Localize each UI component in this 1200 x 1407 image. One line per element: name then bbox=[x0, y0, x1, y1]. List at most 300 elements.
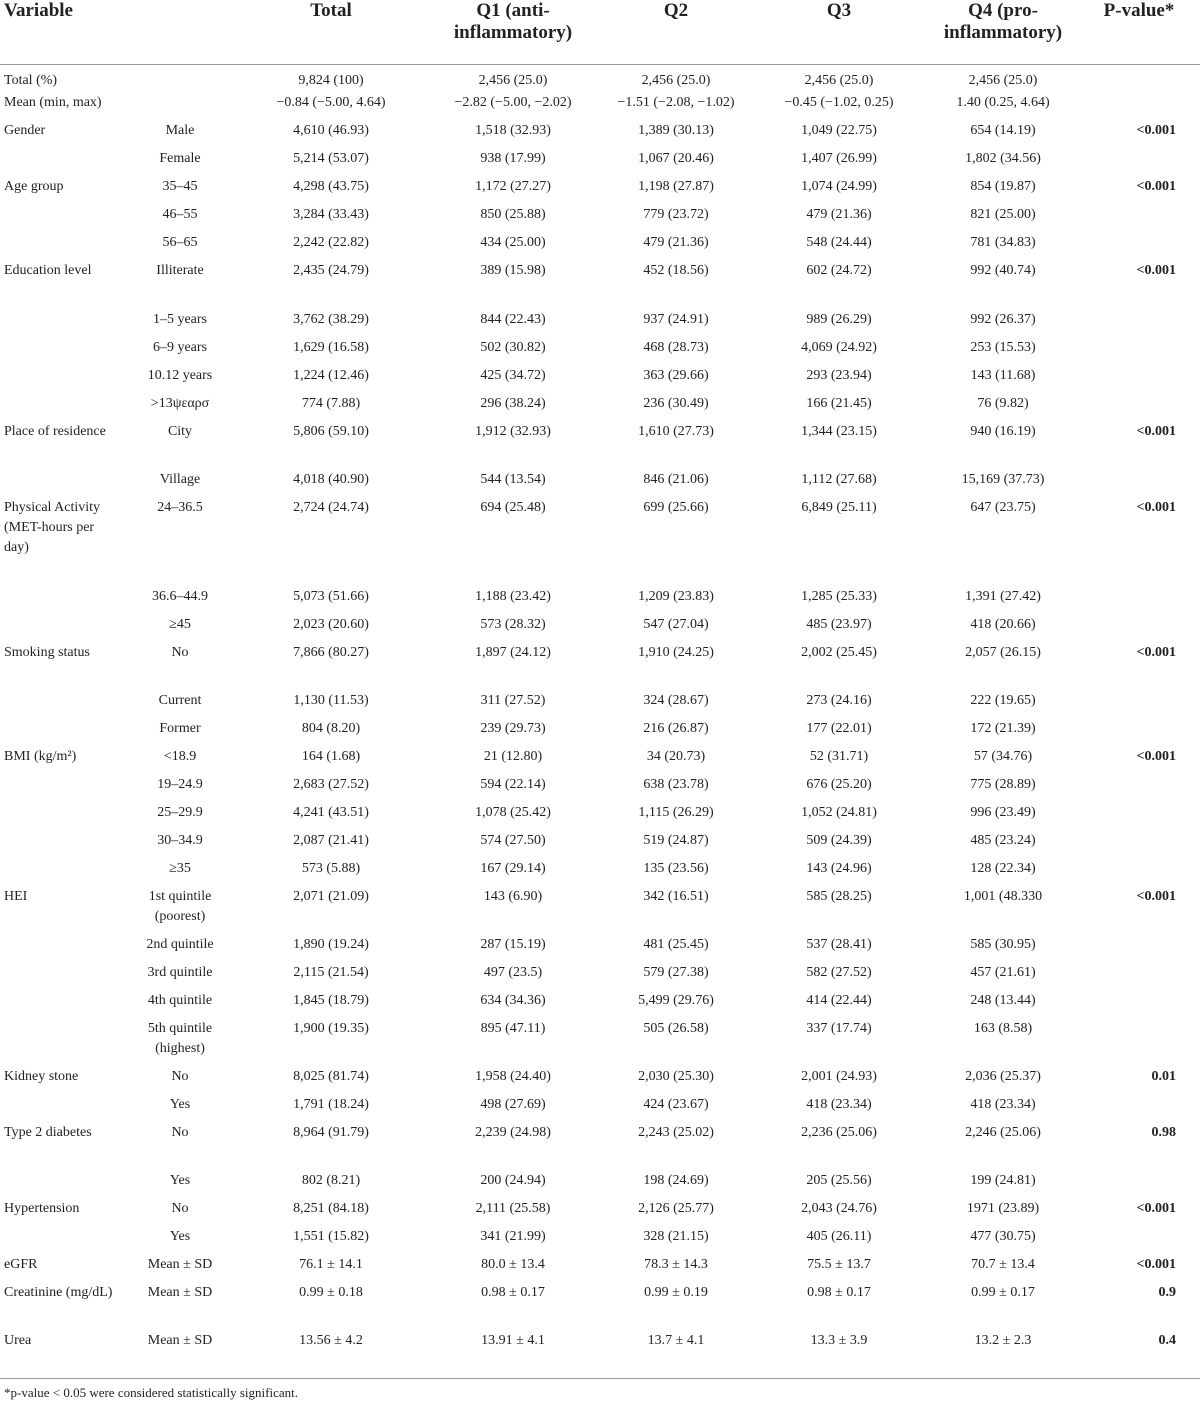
cell-q3: 52 (31.71) bbox=[809, 748, 869, 764]
cell-p-value: 0.01 bbox=[1151, 1068, 1176, 1084]
cell-q3: 2,043 (24.76) bbox=[801, 1200, 877, 1216]
cell-q4: 2,456 (25.0) bbox=[968, 73, 1038, 88]
table-row bbox=[0, 747, 1200, 775]
cell-q3: 585 (28.25) bbox=[806, 888, 872, 904]
cell-variable bbox=[0, 615, 122, 643]
cell-q1: 341 (21.99) bbox=[480, 1228, 546, 1244]
cell-variable bbox=[0, 1227, 122, 1255]
cell-q3: 1,112 (27.68) bbox=[801, 471, 877, 487]
col-header-variable: Variable bbox=[4, 0, 73, 21]
cell-variable: Mean (min, max) bbox=[4, 94, 102, 110]
cell-total: 5,073 (51.66) bbox=[293, 588, 369, 604]
cell-variable: Hypertension bbox=[4, 1200, 80, 1216]
table-row bbox=[0, 422, 1200, 470]
cell-q2: 1,910 (24.25) bbox=[638, 644, 714, 660]
cell-q2: 13.7 ± 4.1 bbox=[647, 1332, 705, 1348]
cell-subgroup: >13ψεαρσ bbox=[150, 395, 210, 411]
cell-q4: 13.2 ± 2.3 bbox=[974, 1332, 1032, 1348]
cell-total: 1,629 (16.58) bbox=[293, 339, 369, 355]
cell-q2: 479 (21.36) bbox=[643, 234, 709, 250]
cell-q4: 253 (15.53) bbox=[970, 339, 1036, 355]
cell-q4: 57 (34.76) bbox=[973, 748, 1033, 764]
cell-q3: 273 (24.16) bbox=[806, 692, 872, 708]
cell-q3: 293 (23.94) bbox=[806, 367, 872, 383]
cell-subgroup: Illiterate bbox=[156, 262, 204, 278]
cell-p-value bbox=[1078, 719, 1200, 747]
cell-variable bbox=[0, 587, 122, 615]
cell-q1: 2,239 (24.98) bbox=[475, 1124, 551, 1140]
table-row bbox=[0, 261, 1200, 310]
cell-q3: 479 (21.36) bbox=[806, 206, 872, 222]
cell-variable: Physical Activity (MET-hours per day) bbox=[4, 499, 101, 555]
cell-q4: 992 (26.37) bbox=[970, 311, 1036, 327]
cell-q3: 177 (22.01) bbox=[806, 720, 872, 736]
cell-total: 774 (7.88) bbox=[301, 395, 361, 411]
cell-q1: 502 (30.82) bbox=[480, 339, 546, 355]
cell-p-value bbox=[1078, 233, 1200, 261]
cell-p-value bbox=[1078, 963, 1200, 991]
table-row bbox=[0, 1067, 1200, 1095]
cell-p-value bbox=[1078, 1019, 1200, 1067]
cell-q4: 143 (11.68) bbox=[970, 367, 1036, 383]
cell-q3: 205 (25.56) bbox=[806, 1172, 872, 1188]
cell-total: 1,890 (19.24) bbox=[293, 936, 369, 952]
cell-q2: −1.51 (−2.08, −1.02) bbox=[617, 94, 735, 110]
table-row bbox=[0, 1227, 1200, 1255]
cell-q1: 296 (38.24) bbox=[480, 395, 546, 411]
cell-p-value: <0.001 bbox=[1136, 748, 1176, 764]
cell-q1: 634 (34.36) bbox=[480, 992, 546, 1008]
table-row bbox=[0, 991, 1200, 1019]
cell-subgroup: 19–24.9 bbox=[157, 776, 203, 792]
cell-q3: 2,236 (25.06) bbox=[801, 1124, 877, 1140]
cell-q2: 2,030 (25.30) bbox=[638, 1068, 714, 1084]
cell-subgroup: 36.6–44.9 bbox=[152, 588, 208, 604]
cell-q2: 216 (26.87) bbox=[643, 720, 709, 736]
cell-variable bbox=[0, 963, 122, 991]
table-row bbox=[0, 643, 1200, 691]
cell-q3: 337 (17.74) bbox=[806, 1020, 872, 1036]
cell-q1: 850 (25.88) bbox=[480, 206, 546, 222]
col-header-total: Total bbox=[310, 0, 352, 21]
cell-q4: 76 (9.82) bbox=[977, 395, 1029, 411]
cell-subgroup: ≥45 bbox=[169, 616, 191, 632]
cell-variable: Age group bbox=[4, 178, 64, 194]
table-body bbox=[0, 65, 1200, 1359]
cell-q1: 1,897 (24.12) bbox=[475, 644, 551, 660]
col-header-q3: Q3 bbox=[826, 0, 852, 21]
cell-q1: 694 (25.48) bbox=[480, 499, 546, 515]
cell-p-value: <0.001 bbox=[1136, 644, 1176, 660]
table-row bbox=[0, 1255, 1200, 1283]
cell-q3: 405 (26.11) bbox=[806, 1228, 872, 1244]
cell-total: 0.99 ± 0.18 bbox=[299, 1284, 363, 1300]
cell-subgroup: 30–34.9 bbox=[157, 832, 203, 848]
cell-q2: 1,115 (26.29) bbox=[638, 804, 714, 820]
cell-variable bbox=[0, 691, 122, 719]
table-row bbox=[0, 775, 1200, 803]
cell-variable: HEI bbox=[4, 888, 28, 904]
cell-subgroup: 25–29.9 bbox=[157, 804, 203, 820]
table-row bbox=[0, 691, 1200, 719]
cell-q2: 2,243 (25.02) bbox=[638, 1124, 714, 1140]
cell-p-value bbox=[1078, 65, 1200, 93]
cell-subgroup: <18.9 bbox=[163, 748, 197, 764]
cell-q2: 236 (30.49) bbox=[643, 395, 709, 411]
cell-total: 7,866 (80.27) bbox=[293, 644, 369, 660]
table-row bbox=[0, 803, 1200, 831]
cell-q1: 1,188 (23.42) bbox=[475, 588, 551, 604]
table-row bbox=[0, 338, 1200, 366]
cell-q2: 547 (27.04) bbox=[643, 616, 709, 632]
table-row bbox=[0, 615, 1200, 643]
cell-q2: 699 (25.66) bbox=[643, 499, 709, 515]
cell-total: 8,025 (81.74) bbox=[293, 1068, 369, 1084]
cell-subgroup: 1st quintile (poorest) bbox=[148, 888, 212, 924]
cell-q2: 5,499 (29.76) bbox=[638, 992, 714, 1008]
cell-q4: 654 (14.19) bbox=[970, 122, 1036, 138]
cell-q4: 477 (30.75) bbox=[970, 1228, 1036, 1244]
table-row bbox=[0, 470, 1200, 498]
table-row bbox=[0, 719, 1200, 747]
cell-q4: 2,246 (25.06) bbox=[965, 1124, 1041, 1140]
cell-q1: 1,172 (27.27) bbox=[475, 178, 551, 194]
cell-q2: 2,126 (25.77) bbox=[638, 1200, 714, 1216]
cell-q3: 509 (24.39) bbox=[806, 832, 872, 848]
cell-q4: 418 (20.66) bbox=[970, 616, 1036, 632]
cell-variable: Place of residence bbox=[4, 423, 106, 439]
cell-variable bbox=[0, 149, 122, 177]
cell-q2: 638 (23.78) bbox=[643, 776, 709, 792]
cell-q3: 414 (22.44) bbox=[806, 992, 872, 1008]
cell-q2: 519 (24.87) bbox=[643, 832, 709, 848]
cell-q3: 2,002 (25.45) bbox=[801, 644, 877, 660]
cell-q1: 143 (6.90) bbox=[483, 888, 543, 904]
cell-total: −0.84 (−5.00, 4.64) bbox=[276, 94, 386, 110]
cell-variable: Total (%) bbox=[4, 73, 58, 88]
cell-q3: 1,074 (24.99) bbox=[801, 178, 877, 194]
cell-p-value bbox=[1078, 366, 1200, 394]
table-row bbox=[0, 887, 1200, 935]
cell-q4: 70.7 ± 13.4 bbox=[971, 1256, 1035, 1272]
cell-q3: 602 (24.72) bbox=[806, 262, 872, 278]
table-row bbox=[0, 366, 1200, 394]
cell-q2: 1,610 (27.73) bbox=[638, 423, 714, 439]
cell-subgroup: Mean ± SD bbox=[147, 1332, 213, 1348]
cell-total: 2,724 (24.74) bbox=[293, 499, 369, 515]
cell-variable bbox=[0, 859, 122, 887]
bottom-rule bbox=[0, 1378, 1200, 1379]
cell-q3: 6,849 (25.11) bbox=[801, 499, 877, 515]
cell-total: 5,214 (53.07) bbox=[293, 150, 369, 166]
cell-q1: 594 (22.14) bbox=[480, 776, 546, 792]
cell-q3: 1,052 (24.81) bbox=[801, 804, 877, 820]
cell-q3: 75.5 ± 13.7 bbox=[807, 1256, 871, 1272]
cell-subgroup: No bbox=[171, 1200, 189, 1216]
col-header-subgroup bbox=[122, 0, 238, 65]
cell-q2: 78.3 ± 14.3 bbox=[644, 1256, 708, 1272]
cell-q1: 239 (29.73) bbox=[480, 720, 546, 736]
table-row bbox=[0, 65, 1200, 93]
cell-q4: 1,802 (34.56) bbox=[965, 150, 1041, 166]
cell-q3: 143 (24.96) bbox=[806, 860, 872, 876]
cell-q1: −2.82 (−5.00, −2.02) bbox=[454, 94, 572, 110]
footnote: *p-value < 0.05 were considered statistically significant. bbox=[4, 1385, 298, 1400]
cell-q1: 21 (12.80) bbox=[483, 748, 543, 764]
cell-subgroup: 10.12 years bbox=[147, 367, 213, 383]
cell-total: 4,018 (40.90) bbox=[293, 471, 369, 487]
cell-p-value bbox=[1078, 859, 1200, 887]
table-row bbox=[0, 394, 1200, 422]
cell-q2: 342 (16.51) bbox=[643, 888, 709, 904]
cell-q1: 1,518 (32.93) bbox=[475, 122, 551, 138]
table-row bbox=[0, 1199, 1200, 1227]
cell-p-value: 0.98 bbox=[1151, 1124, 1176, 1140]
cell-total: 804 (8.20) bbox=[301, 720, 361, 736]
cell-q2: 846 (21.06) bbox=[643, 471, 709, 487]
cell-p-value bbox=[1078, 149, 1200, 177]
cell-subgroup: 5th quintile (highest) bbox=[147, 1020, 213, 1056]
cell-q2: 363 (29.66) bbox=[643, 367, 709, 383]
cell-p-value bbox=[1078, 1095, 1200, 1123]
cell-q1: 0.98 ± 0.17 bbox=[481, 1284, 545, 1300]
cell-p-value: <0.001 bbox=[1136, 122, 1176, 138]
cell-q1: 389 (15.98) bbox=[480, 262, 546, 278]
cell-q4: 485 (23.24) bbox=[970, 832, 1036, 848]
cell-q4: 1,001 (48.330 bbox=[963, 888, 1043, 904]
cell-q2: 1,198 (27.87) bbox=[638, 178, 714, 194]
cell-q1: 1,958 (24.40) bbox=[475, 1068, 551, 1084]
cell-q3: −0.45 (−1.02, 0.25) bbox=[784, 94, 894, 110]
cell-q4: 2,057 (26.15) bbox=[965, 644, 1041, 660]
cell-q1: 1,078 (25.42) bbox=[475, 804, 551, 820]
cell-q4: 128 (22.34) bbox=[970, 860, 1036, 876]
table-row bbox=[0, 935, 1200, 963]
col-header-q4: Q4 (pro-inflammatory) bbox=[943, 0, 1063, 43]
cell-variable bbox=[0, 205, 122, 233]
cell-subgroup: Female bbox=[159, 150, 201, 166]
cell-p-value bbox=[1078, 470, 1200, 498]
cell-q3: 418 (23.34) bbox=[806, 1096, 872, 1112]
cell-q1: 311 (27.52) bbox=[480, 692, 546, 708]
cell-variable bbox=[0, 803, 122, 831]
table-row bbox=[0, 93, 1200, 121]
cell-q4: 854 (19.87) bbox=[970, 178, 1036, 194]
cell-subgroup: 4th quintile bbox=[147, 992, 213, 1008]
cell-variable bbox=[0, 470, 122, 498]
cell-variable bbox=[0, 831, 122, 859]
table-row bbox=[0, 177, 1200, 205]
cell-p-value: <0.001 bbox=[1136, 178, 1176, 194]
cell-p-value bbox=[1078, 935, 1200, 963]
cell-q4: 775 (28.89) bbox=[970, 776, 1036, 792]
table-row bbox=[0, 149, 1200, 177]
cell-total: 1,130 (11.53) bbox=[293, 692, 369, 708]
cell-q3: 548 (24.44) bbox=[806, 234, 872, 250]
cell-subgroup: Former bbox=[159, 720, 201, 736]
cell-total: 4,298 (43.75) bbox=[293, 178, 369, 194]
cell-variable bbox=[0, 366, 122, 394]
cell-total: 2,435 (24.79) bbox=[293, 262, 369, 278]
cell-variable bbox=[0, 1019, 122, 1067]
cell-q1: 938 (17.99) bbox=[480, 150, 546, 166]
cell-subgroup: ≥35 bbox=[169, 860, 191, 876]
cell-p-value bbox=[1078, 587, 1200, 615]
cell-q1: 574 (27.50) bbox=[480, 832, 546, 848]
col-header-p-value: P-value* bbox=[1103, 0, 1175, 21]
cell-q4: 457 (21.61) bbox=[970, 964, 1036, 980]
cell-p-value: <0.001 bbox=[1136, 262, 1176, 278]
table-row bbox=[0, 1095, 1200, 1123]
cell-subgroup: 6–9 years bbox=[152, 339, 208, 355]
cell-q1: 498 (27.69) bbox=[480, 1096, 546, 1112]
cell-variable: Type 2 diabetes bbox=[4, 1124, 92, 1140]
cell-q1: 2,456 (25.0) bbox=[478, 73, 548, 88]
cell-subgroup: Mean ± SD bbox=[147, 1284, 213, 1300]
cell-variable bbox=[0, 775, 122, 803]
cell-p-value bbox=[1078, 615, 1200, 643]
cell-p-value bbox=[1078, 1171, 1200, 1199]
cell-subgroup: Yes bbox=[169, 1228, 191, 1244]
cell-total: 2,071 (21.09) bbox=[293, 888, 369, 904]
cell-subgroup: No bbox=[171, 644, 189, 660]
table-row bbox=[0, 1123, 1200, 1171]
cell-subgroup: Mean ± SD bbox=[147, 1256, 213, 1272]
cell-q3: 1,407 (26.99) bbox=[801, 150, 877, 166]
cell-p-value: 0.4 bbox=[1158, 1332, 1176, 1348]
cell-subgroup: Male bbox=[165, 122, 195, 138]
cell-p-value bbox=[1078, 831, 1200, 859]
cell-variable: Gender bbox=[4, 122, 46, 138]
cell-q3: 989 (26.29) bbox=[806, 311, 872, 327]
cell-q4: 940 (16.19) bbox=[970, 423, 1036, 439]
cell-q1: 2,111 (25.58) bbox=[475, 1200, 551, 1216]
cell-q2: 505 (26.58) bbox=[643, 1020, 709, 1036]
cell-q3: 1,285 (25.33) bbox=[801, 588, 877, 604]
cell-q1: 1,912 (32.93) bbox=[475, 423, 551, 439]
cell-p-value bbox=[1078, 775, 1200, 803]
cell-q1: 434 (25.00) bbox=[480, 234, 546, 250]
cell-variable: Kidney stone bbox=[4, 1068, 79, 1084]
table-row bbox=[0, 587, 1200, 615]
cell-q1: 80.0 ± 13.4 bbox=[481, 1256, 545, 1272]
cell-subgroup: City bbox=[167, 423, 193, 439]
cell-q2: 1,209 (23.83) bbox=[638, 588, 714, 604]
cell-q4: 996 (23.49) bbox=[970, 804, 1036, 820]
table-row bbox=[0, 121, 1200, 149]
cell-q3: 0.98 ± 0.17 bbox=[807, 1284, 871, 1300]
cell-p-value bbox=[1078, 803, 1200, 831]
cell-p-value: <0.001 bbox=[1136, 423, 1176, 439]
table-row bbox=[0, 233, 1200, 261]
cell-q4: 1.40 (0.25, 4.64) bbox=[956, 94, 1050, 110]
cell-q1: 573 (28.32) bbox=[480, 616, 546, 632]
cell-total: 2,242 (22.82) bbox=[293, 234, 369, 250]
cell-variable bbox=[0, 935, 122, 963]
cell-q4: 821 (25.00) bbox=[970, 206, 1036, 222]
cell-p-value bbox=[1078, 1227, 1200, 1255]
cell-q4: 163 (8.58) bbox=[973, 1020, 1033, 1036]
table-row bbox=[0, 498, 1200, 587]
cell-q3: 582 (27.52) bbox=[806, 964, 872, 980]
cell-q2: 1,067 (20.46) bbox=[638, 150, 714, 166]
cell-variable bbox=[0, 1095, 122, 1123]
cell-p-value bbox=[1078, 205, 1200, 233]
table-row bbox=[0, 310, 1200, 338]
cell-subgroup bbox=[122, 65, 238, 93]
cell-q1: 544 (13.54) bbox=[480, 471, 546, 487]
cell-subgroup: 2nd quintile bbox=[146, 936, 214, 952]
cell-q4: 585 (30.95) bbox=[970, 936, 1036, 952]
cell-q3: 1,344 (23.15) bbox=[801, 423, 877, 439]
cell-q4: 222 (19.65) bbox=[970, 692, 1036, 708]
cell-q2: 135 (23.56) bbox=[643, 860, 709, 876]
cell-q2: 481 (25.45) bbox=[643, 936, 709, 952]
cell-subgroup bbox=[122, 93, 238, 121]
cell-subgroup: Current bbox=[158, 692, 202, 708]
cell-variable bbox=[0, 394, 122, 422]
cell-total: 3,284 (33.43) bbox=[293, 206, 369, 222]
cell-total: 4,610 (46.93) bbox=[293, 122, 369, 138]
cell-q1: 167 (29.14) bbox=[480, 860, 546, 876]
table-row bbox=[0, 1331, 1200, 1359]
cell-q3: 676 (25.20) bbox=[806, 776, 872, 792]
cell-subgroup: Yes bbox=[169, 1172, 191, 1188]
cell-variable: BMI (kg/m²) bbox=[4, 748, 77, 764]
cell-p-value bbox=[1078, 991, 1200, 1019]
cell-total: 8,251 (84.18) bbox=[293, 1200, 369, 1216]
cell-subgroup: 3rd quintile bbox=[147, 964, 213, 980]
cell-q1: 13.91 ± 4.1 bbox=[481, 1332, 545, 1348]
cell-total: 4,241 (43.51) bbox=[293, 804, 369, 820]
table-row bbox=[0, 963, 1200, 991]
cell-subgroup: No bbox=[171, 1068, 189, 1084]
cell-p-value: 0.9 bbox=[1158, 1284, 1176, 1300]
cell-variable bbox=[0, 310, 122, 338]
cell-p-value bbox=[1078, 93, 1200, 121]
cell-q1: 425 (34.72) bbox=[480, 367, 546, 383]
cell-q4: 199 (24.81) bbox=[970, 1172, 1036, 1188]
cell-q2: 424 (23.67) bbox=[643, 1096, 709, 1112]
cell-variable bbox=[0, 1171, 122, 1199]
cell-total: 5,806 (59.10) bbox=[293, 423, 369, 439]
cell-total: 3,762 (38.29) bbox=[293, 311, 369, 327]
cell-p-value: <0.001 bbox=[1136, 888, 1176, 904]
cell-total: 9,824 (100) bbox=[298, 73, 364, 88]
cell-variable bbox=[0, 233, 122, 261]
cell-q4: 1,391 (27.42) bbox=[965, 588, 1041, 604]
cell-total: 164 (1.68) bbox=[301, 748, 361, 764]
table-row bbox=[0, 859, 1200, 887]
table-row bbox=[0, 1171, 1200, 1199]
cell-q3: 4,069 (24.92) bbox=[801, 339, 877, 355]
cell-q1: 287 (15.19) bbox=[480, 936, 546, 952]
col-header-q1: Q1 (anti-inflammatory) bbox=[453, 0, 573, 43]
header-row bbox=[0, 0, 1200, 65]
table-row bbox=[0, 1019, 1200, 1067]
cell-total: 1,845 (18.79) bbox=[293, 992, 369, 1008]
cell-q3: 485 (23.97) bbox=[806, 616, 872, 632]
cell-q4: 0.99 ± 0.17 bbox=[971, 1284, 1035, 1300]
cell-q3: 2,456 (25.0) bbox=[804, 73, 874, 88]
cell-total: 13.56 ± 4.2 bbox=[299, 1332, 363, 1348]
cell-q2: 198 (24.69) bbox=[643, 1172, 709, 1188]
cell-q3: 2,001 (24.93) bbox=[801, 1068, 877, 1084]
cell-subgroup: 1–5 years bbox=[152, 311, 208, 327]
cell-subgroup: Village bbox=[159, 471, 201, 487]
cell-total: 802 (8.21) bbox=[301, 1172, 361, 1188]
cell-p-value bbox=[1078, 338, 1200, 366]
